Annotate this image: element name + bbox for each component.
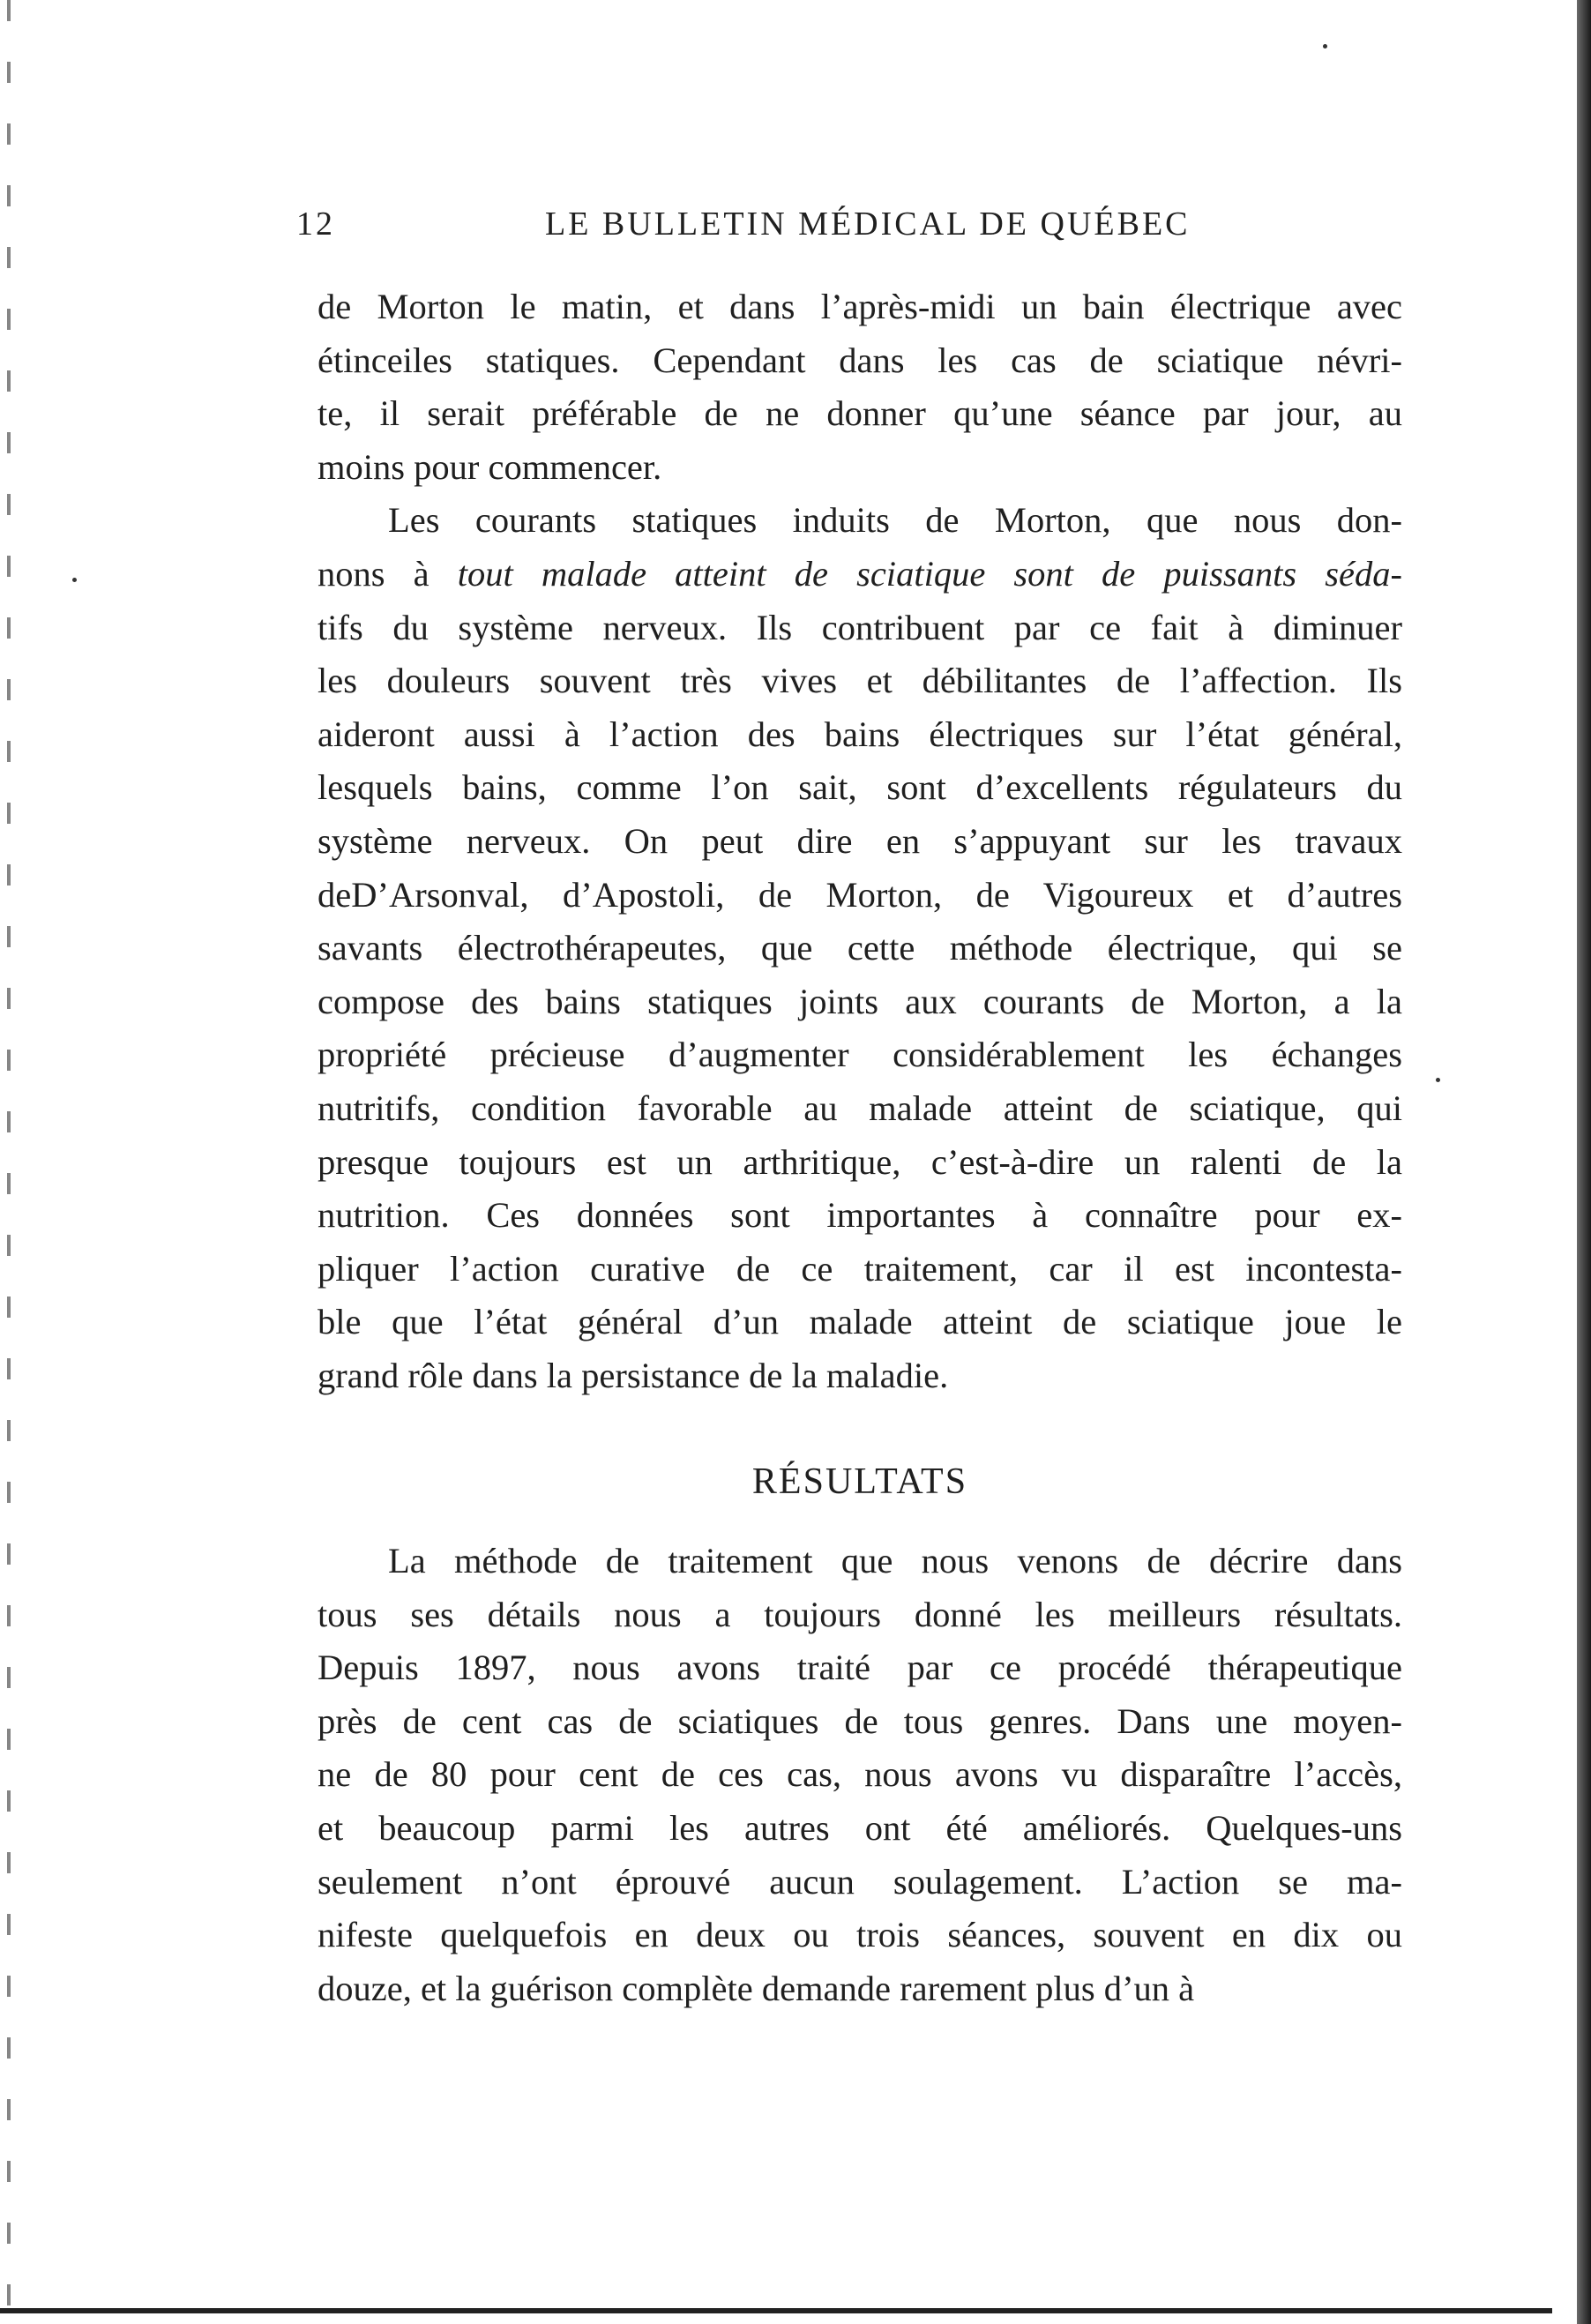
running-title: LE BULLETIN MÉDICAL DE QUÉBEC <box>545 205 1191 243</box>
text-line: de Morton le matin, et dans l’après-midi un bain électrique avec <box>317 287 1402 326</box>
text-line: les douleurs souvent très vives et débilitantes de l’affection. Ils <box>317 661 1402 701</box>
text-line: et beaucoup parmi les autres ont été améliorés. Quelques-uns <box>317 1807 1402 1848</box>
scan-speck <box>72 578 77 582</box>
text-line: savants électrothérapeutes, que cette méthode électrique, qui se <box>317 928 1402 968</box>
text-line: grand rôle dans la persistance de la maladie. <box>317 1355 949 1395</box>
text-line: ne de 80 pour cent de ces cas, nous avons vu disparaître l’accès, <box>317 1754 1402 1795</box>
text-line: ble que l’état général d’un malade atteint de sciatique joue le <box>317 1302 1402 1342</box>
text-line: aideront aussi à l’action des bains électriques sur l’état général, <box>317 714 1402 754</box>
text-line: nifeste quelquefois en deux ou trois séances, souvent en dix ou <box>317 1915 1402 1955</box>
text-line: La méthode de traitement que nous venons de décrire dans <box>388 1541 1402 1580</box>
text-line: Les courants statiques induits de Morton, que nous don- <box>388 500 1402 541</box>
text-line: tifs du système nerveux. Ils contribuent par ce fait à diminuer <box>317 607 1402 647</box>
scan-speck <box>1323 44 1327 49</box>
text-line: seulement n’ont éprouvé aucun soulagement. L’action se ma- <box>317 1861 1402 1902</box>
text-line: pliquer l’action curative de ce traitement, car il est incontesta- <box>317 1248 1402 1289</box>
text-line: près de cent cas de sciatiques de tous genres. Dans une moyen- <box>317 1700 1402 1741</box>
text-line: étinceiles statiques. Cependant dans les cas de sciatique névri- <box>317 340 1402 380</box>
body-text-bottom <box>317 1535 1402 2015</box>
body-text-top <box>317 280 1402 1402</box>
text-line: douze, et la guérison complète demande rarement plus d’un à <box>317 1968 1195 2008</box>
text-line: tous ses détails nous a toujours donné les meilleurs résultats. <box>317 1594 1402 1634</box>
text-line: te, il serait préférable de ne donner qu’une séance par jour, au <box>317 393 1402 434</box>
text-line: deD’Arsonval, d’Apostoli, de Morton, de Vigoureux et d’autres <box>317 874 1402 915</box>
section-heading: RÉSULTATS <box>751 1461 968 1502</box>
text-line <box>317 548 1402 602</box>
text-line: lesquels bains, comme l’on sait, sont d’excellents régulateurs du <box>317 767 1402 808</box>
text-line: nutritifs, condition favorable au malade atteint de sciatique, qui <box>317 1087 1402 1128</box>
page-number: 12 <box>296 205 335 243</box>
running-header <box>296 205 1191 258</box>
scan-speck <box>1436 1078 1440 1082</box>
text-line: compose des bains statiques joints aux courants de Morton, a la <box>317 981 1402 1021</box>
text-line: propriété précieuse d’augmenter considérablement les échanges <box>317 1035 1402 1075</box>
scan-bottom-edge-artifact <box>0 2308 1552 2313</box>
scan-right-edge-artifact <box>1577 0 1591 2324</box>
text-line: Depuis 1897, nous avons traité par ce procédé thérapeutique <box>317 1648 1402 1688</box>
scan-left-edge-artifact <box>7 0 11 2324</box>
text-line: nutrition. Ces données sont importantes à connaître pour ex- <box>317 1195 1402 1236</box>
italic-text: tout malade atteint de sciatique sont de puissants séda- <box>457 553 1402 594</box>
text-line: presque toujours est un arthritique, c’est-à-dire un ralenti de la <box>317 1141 1402 1182</box>
text-line: système nerveux. On peut dire en s’appuyant sur les travaux <box>317 820 1402 861</box>
text-segment: nons à <box>317 553 458 594</box>
text-line: moins pour commencer. <box>317 446 662 487</box>
